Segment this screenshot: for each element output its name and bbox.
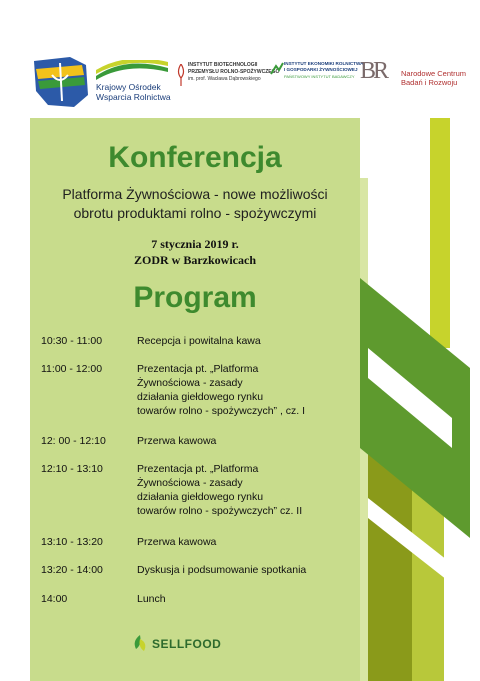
ibprs-logo-line2: PRZEMYSŁU ROLNO-SPOŻYWCZEGO xyxy=(188,69,280,75)
kowr-logo-line1: Krajowy Ośrodek xyxy=(96,82,161,92)
program-row-time: 13:20 - 14:00 xyxy=(41,564,103,576)
program-row-desc: Lunch xyxy=(137,593,166,605)
program-row-time: 13:10 - 13:20 xyxy=(41,536,103,548)
program-row-desc: działania giełdowego rynku xyxy=(137,491,264,503)
subtitle-line2: obrotu produktami rolno - spożywczymi xyxy=(73,205,317,221)
ierigz-logo-line3: PAŃSTWOWY INSTYTUT BADAWCZY xyxy=(284,74,355,79)
sellfood-label: SELLFOOD xyxy=(152,637,222,651)
logo-strip xyxy=(0,0,480,110)
event-place: ZODR w Barzkowicach xyxy=(134,253,256,267)
program-row-time: 14:00 xyxy=(41,593,68,605)
sellfood-leaf-icon xyxy=(132,635,148,653)
prow-logo xyxy=(30,55,92,109)
ncbr-logo xyxy=(360,56,475,96)
program-row-desc: Prezentacja pt. „Platforma xyxy=(137,463,259,475)
program-row-time: 12: 00 - 12:10 xyxy=(41,435,106,447)
ibprs-logo-mark xyxy=(176,64,186,86)
ierigz-logo-line2: I GOSPODARKI ŻYWNOŚCIOWEJ xyxy=(284,67,358,72)
ierigz-logo-line1: INSTYTUT EKONOMIKI ROLNICTWA xyxy=(284,61,364,66)
program-row-time: 12:10 - 13:10 xyxy=(41,463,103,475)
ibprs-logo xyxy=(176,60,280,96)
ierigz-logo xyxy=(270,60,364,88)
program-row-desc: Recepcja i powitalna kawa xyxy=(137,335,261,347)
program-row-desc: działania giełdowego rynku xyxy=(137,391,264,403)
program-row-desc: Przerwa kawowa xyxy=(137,536,217,548)
program-heading: Program xyxy=(133,281,257,314)
program-row-time: 11:00 - 12:00 xyxy=(41,363,103,375)
program-row-desc: Prezentacja pt. „Platforma xyxy=(137,363,259,375)
ibprs-logo-line3: im. prof. Wacława Dąbrowskiego xyxy=(188,76,261,82)
event-date: 7 stycznia 2019 r. xyxy=(151,237,239,251)
ncbr-logo-line2: Badań i Rozwoju xyxy=(401,78,458,87)
conference-title: Konferencja xyxy=(108,141,282,174)
kowr-logo-mark xyxy=(96,60,168,80)
program-row-desc: towarów rolno - spożywczych” cz. II xyxy=(137,505,303,517)
program-row-desc: towarów rolno - spożywczych” , cz. I xyxy=(137,405,306,417)
subtitle-line1: Platforma Żywnościowa - nowe możliwości xyxy=(62,186,328,202)
ncbr-logo-line1: Narodowe Centrum xyxy=(401,69,467,78)
kowr-logo xyxy=(94,60,174,108)
sellfood-logo xyxy=(128,633,238,655)
program-row-time: 10:30 - 11:00 xyxy=(41,335,103,347)
program-row-desc: Przerwa kawowa xyxy=(137,435,217,447)
ierigz-logo-mark xyxy=(270,62,284,76)
program-row-desc: Żywnościowa - zasady xyxy=(137,477,243,489)
program-row-desc: Dyskusja i podsumowanie spotkania xyxy=(137,564,307,576)
program-row-desc: Żywnościowa - zasady xyxy=(137,377,243,389)
decorative-stripes xyxy=(360,118,480,681)
ibprs-logo-line1: INSTYTUT BIOTECHNOLOGII xyxy=(188,62,258,68)
ncbr-logo-mark: BR xyxy=(360,58,387,84)
kowr-logo-line2: Wsparcia Rolnictwa xyxy=(96,92,171,102)
